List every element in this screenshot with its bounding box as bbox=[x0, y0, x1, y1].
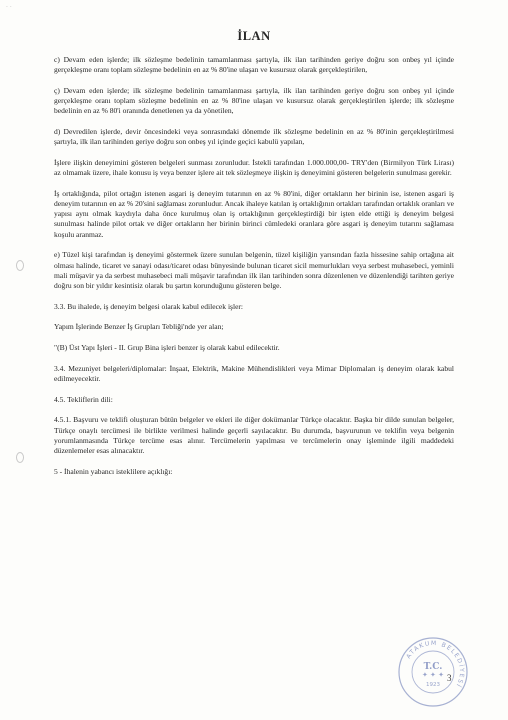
section-4-5-1: 4.5.1. Başvuru ve teklifi oluşturan bütün belgeler ve ekleri ile diğer dokümanlar Türkçe olacaktır. Başka bir dilde sunulan belgeler, Türkçe onaylı tercümesi ile birlikte verilmesi halinde geçerli sayılacaktır. Bu durumda, başvurunun ve teklifin veya belgenin yorumlanmasında Türkçe tercüme esas alınır. Tercümelerin yapılması ve tercümelerin onay işleminde ilgili maddedeki düzenlemeler esas alınacaktır. bbox=[54, 415, 454, 455]
official-seal-stamp bbox=[397, 636, 469, 708]
section-3-4: 3.4. Mezuniyet belgeleri/diplomalar: İnşaat, Elektrik, Makine Mühendislikleri veya Mimar Diplomaları iş deneyim olarak kabul edilmeyecektir. bbox=[54, 363, 454, 383]
document-title: İLAN bbox=[237, 29, 271, 43]
stamp-ring-text: ATAKUM BELEDİYESİ bbox=[405, 639, 466, 689]
stamp-star-icon: ✦ ✦ ✦ bbox=[421, 671, 445, 679]
stamp-year: 1923 bbox=[426, 682, 440, 688]
paragraph-c: c) Devam eden işlerde; ilk sözleşme bedelinin tamamlanması şartıyla, ilk ilan tarihinden geriye doğru son onbeş yıl içinde gerçekleşme oranı toplam sözleşme bedelinin en az % 80'ine ulaşan ve kusursuz olarak gerçekleştirilen, bbox=[54, 55, 454, 75]
page-number: 3 bbox=[447, 673, 452, 683]
paragraph-cc: ç) Devam eden işlerde; ilk sözleşme bedelinin tamamlanması şartıyla, ilk ilan tarihinden geriye doğru son onbeş yıl içinde gerçekleşme oranı toplam sözleşme bedelinin en az % 80'ine ulaşan ve kusursuz olarak gerçekleştirilen işlerde; ilk sözleşme bedelinin en az % 80'i oranında denetlenen ya da yönetilen, bbox=[54, 85, 454, 116]
document-body bbox=[54, 55, 454, 487]
corner-dots: · · bbox=[6, 4, 12, 11]
paragraph-d: d) Devredilen işlerde, devir öncesindeki veya sonrasındaki dönemde ilk sözleşme bedelinin en az % 80'inin gerçekleştirilmesi şartıyla, ilk ilan tarihinden geriye doğru son onbeş yıl içinde geçici kabulü yapılan, bbox=[54, 127, 454, 147]
binder-hole-top bbox=[16, 260, 24, 271]
paragraph-e: e) Tüzel kişi tarafından iş deneyimi göstermek üzere sunulan belgenin, tüzel kişiliğin yarısından fazla hissesine sahip ortağına ait olması halinde, ticaret ve sanayi odası/ticaret odası bünyesinde bulunan ticaret sicil memurlukları veya serbest muhasebeci, yeminli mali müşavir ya da serbest muhasebeci mali müşavir tarafından ilk ilan tarihinden sonra düzenlenen ve düzenlendiği tarihten geriye doğru son bir yıldır kesintisiz olarak bu şartın korunduğunu gösteren belge. bbox=[54, 250, 454, 290]
section-4-5-heading: 4.5. Tekliflerin dili: bbox=[54, 394, 113, 404]
stamp-top-text: T.C. bbox=[423, 662, 443, 672]
section-3-3-heading: 3.3. Bu ihalede, iş deneyim belgesi olarak kabul edilecek işler: bbox=[54, 301, 244, 311]
paragraph-experience-docs: İşlere ilişkin deneyimini gösteren belgeleri sunması zorunludur. İstekli tarafından 1.000.000,00- TRY'den (Birmilyon Türk Lirası) az olmamak üzere, ihale konusu iş veya benzer işlere ait tek sözleşmeye ilişkin iş deneyimini gösteren belgelerin sunulması gerekir. bbox=[54, 157, 454, 178]
section-5-heading: 5 - İhalenin yabancı isteklilere açıklığı: bbox=[54, 466, 173, 476]
binder-hole-bottom bbox=[16, 452, 24, 463]
paragraph-b-group: "(B) Üst Yapı İşleri - II. Grup Bina işleri benzer iş olarak kabul edilecektir. bbox=[54, 343, 280, 353]
paragraph-similar-works: Yapım İşlerinde Benzer İş Grupları Tebliği'nde yer alan; bbox=[54, 322, 224, 332]
paragraph-joint-venture: İş ortaklığında, pilot ortağın istenen asgari iş deneyim tutarının en az % 80'ini, diğer ortakların her birinin ise, istenen asgari iş deneyim tutarının en az % 20'sini sağlaması zorunludur. Ancak ihaleye katılan iş ortaklığının ortakları tarafından ortaklık oranları ve yapısı aynı olmak kaydıyla daha önce kurulmuş olan iş ortaklığının gerçekleştirdiği bir işten elde ettiği iş deneyim belgesi sunulması halinde pilot ortak ve diğer ortakların her birinin birinci cümledeki oranlara göre asgari iş deneyim tutarını sağlaması koşulu aranmaz. bbox=[54, 188, 454, 239]
